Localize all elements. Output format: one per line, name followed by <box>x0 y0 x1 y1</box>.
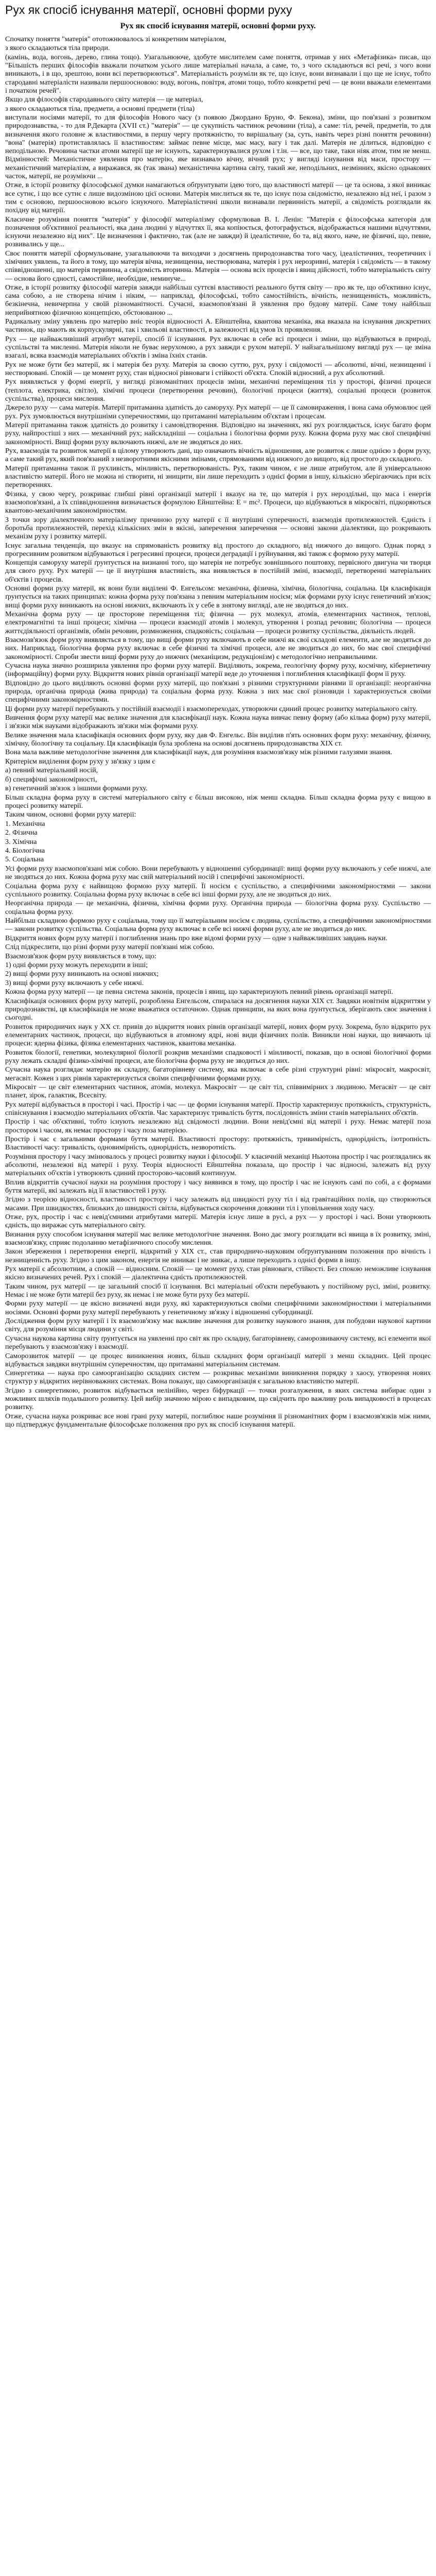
paragraph: Дослідження форм руху матерії і їх взаємозв'язку має важливе значення для розвитку наукового знання, для побудови наукової картини світу, для розуміння місця людини у світі. <box>5 1317 431 1334</box>
paragraph: 3. Хімічна <box>5 838 37 846</box>
paragraph: Радикальну зміну уявлень про матерію вніс теорія відносності А. Ейнштейна, квантова механіка, яка вказала на існування дискретних частинок, що мають як корпускулярні, так і хвильові властивості, в залежності від умов їх проявлення. <box>5 318 431 334</box>
paragraph: Фізика, у свою чергу, розкриває глибші рівні організації матерії і вказує на те, що матерія і рух нероздільні, що маса і енергія взаємопов'язані, а їх співвідношення визначається формулою Ейнштейна: E = mc². Процеси, що відбуваються в мікросвіті, підкоряються квантово-механічним закономірностям. <box>5 490 431 515</box>
paragraph: з якого складаються тіла природи. <box>5 44 110 53</box>
paragraph: Вивчення форм руху матерії має велике значення для класифікації наук. Кожна наука вивчає певну форму (або кілька форм) руху матерії, і зв'язки між науками відображають зв'язки між формами руху. <box>5 714 431 731</box>
paragraph: Отже, сучасна наука розкриває все нові грані руху матерії, поглиблює наше розуміння її різноманітних форм і взаємозв'язків між ними, що підтверджує фундаментальне філософське положення про рух як спосіб існування матерії. <box>5 1412 431 1429</box>
paragraph: Рух не може бути без матерії, як і матерія без руху. Матерія за своєю суттю, рух, руху і свідомості — абсолютні, вічні, незнищенні і нестворювані. Спокій — це момент руху, стан відносної рівноваги і стійкості об'єкта. Спокій відносний, а рух абсолютний. <box>5 361 431 377</box>
paragraph: Матерії притаманна також її рухливість, мінливість, перетворюваність. Рух, таким чином, є не лише атрибутом, але й універсальною властивістю матерії. Його не можна ні створити, ні знищити, він лише переходить з однієї форми в іншу, кількісно зберігаючись при всіх перетвореннях. <box>5 464 431 489</box>
paragraph: Визнання руху способом існування матерії має велике методологічне значення. Воно дає змогу розглядати всі явища в їх розвитку, зміні, взаємозв'язку, сприяє подоланню метафізичного способу мислення. <box>5 1230 431 1247</box>
paragraph: Рух, взаємодія та розвиток матерії в цілому утворюють дані, що означають вічність відношення, але розвиток є лише однією з форм руху, а саме такий рух, який пов'язаний з незворотними якісними змінами, спрямованими від нижчого до вищого, від простого до складного. <box>5 447 431 464</box>
paragraph: Рух матерії відбувається в просторі і часі. Простір і час — це форми існування матерії. Простір характеризує протяжність, структурність, співіснування і взаємодію матеріальних об'єктів. Час характеризує тривалість буття, послідовність зміни станів матеріальних об'єктів. <box>5 1100 431 1117</box>
paragraph: Матерії притаманна також здатність до розвитку і самовідтворення. Відповідно на значеннях, які рух розглядається, існує багато форм руху, найпростіші з них — механічний рух; найскладніші — соціальна і біологічна форми руху. Кожна форма руху має свої специфічні закономірності. Вищі форми руху включають нижчі, але не зводяться до них. <box>5 421 431 446</box>
paragraph: Концепція саморуху матерії ґрунтується на визнанні того, що матерія не потребує зовнішнього поштовху, первісного двигуна чи творця для свого руху. Рух матерії — це її внутрішня властивість, яка виявляється в постійній зміні, взаємодії, перетворенні матеріальних об'єктів і процесів. <box>5 559 431 584</box>
paragraph: Закон збереження і перетворення енергії, відкритий у XIX ст., став природничо-науковим обґрунтуванням положення про вічність і незнищенність руху. Згідно з цим законом, енергія не виникає і не зникає, а лише переходить з однієї форми в іншу. <box>5 1248 431 1264</box>
paragraph: Сучасна наукова картина світу ґрунтується на уявленні про світ як про складну, багаторівневу, саморозвиваючу систему, всі елементи якої перебувають у взаємозв'язку і взаємодії. <box>5 1334 431 1351</box>
paragraph: Кожна форма руху матерії — це певна система законів, процесів і явищ, що характеризують певний рівень організації матерії. <box>5 988 393 996</box>
paragraph: 2) вищі форми руху виникають на основі нижчих; <box>5 970 159 978</box>
paragraph: Механічна форма руху — це просторове переміщення тіл; фізична — рух молекул, атомів, елементарних частинок, теплові, електромагнітні та інші процеси; хімічна — процеси взаємодії атомів і молекул, утворення і розпад речовин; біологічна — процеси життєдіяльності організмів, обмін речовин, розмноження, спадковість; соціальна — процеси розвитку суспільства, діяльність людей. <box>5 611 431 635</box>
paragraph: Якщо для філософів стародавнього світу матерія — це матеріал, <box>5 96 203 104</box>
paragraph: Усі форми руху взаємопов'язані між собою. Вони перебувають у відношенні субординації: вищі форми руху включають у себе нижчі, але не зводяться до них. Кожна форма руху має свій матеріальний носій і специфічні закономірності. <box>5 865 431 882</box>
paragraph: Вона мала важливе методологічне значення для класифікації наук, для розуміння взаємозв'язку між різними галузями знання. <box>5 749 392 757</box>
article-heading: Рух як спосіб існування матерії, основні форми руху. <box>120 22 316 30</box>
page-title: Рух як спосіб існування матерії, основні форми руху <box>5 3 292 16</box>
paragraph: з якого складаються тіла, предмети, а основні предмети (тіла) <box>5 105 195 113</box>
paragraph: Згідно з теорією відносності, властивості простору і часу залежать від швидкості руху тіл і від гравітаційних полів, що створюються масами. При швидкостях, близьких до швидкості світла, відбувається скорочення довжини тіл і уповільнення ходу часу. <box>5 1196 431 1212</box>
paragraph: Неорганічна природа — це механічна, фізична, хімічна форми руху. Органічна природа — біологічна форма руху. Суспільство — соціальна форма руху. <box>5 900 431 916</box>
paragraph: Отже, рух, простір і час є невід'ємними атрибутами матерії. Матерія існує лише в русі, а рух — у просторі і часі. Вони утворюють єдність, що виражає суть матеріального світу. <box>5 1213 431 1230</box>
paragraph: Існує загальна тенденція, що вказує на спрямованість розвитку від простого до складного, від нижчого до вищого. Однак поряд з прогресивним розвитком відбуваються і регресивні процеси, процеси деградації і руйнування, які також є формою руху матерії. <box>5 541 431 558</box>
paragraph: Вплив відкриттів сучасної науки на розуміння простору і часу виявився в тому, що простір і час не існують самі по собі, а є формами буття матерії, які залежать від її властивостей і руху. <box>5 1178 431 1195</box>
paragraph: Класичне розуміння поняття "матерія" у філософії матеріалізму сформулював В. І. Ленін: "Матерія є філософська категорія для позначення об'єктивної реальності, яка дана людині у відчуттях її, яка копіюється, фотографується, відображається нашими відчуттями, існуючи незалежно від них". Це визначення і фактично, так (але не завжди) й ідеалістичне, бо та, від якого, наче, не фізичні, що, певне, розвивались у ще... <box>5 215 431 249</box>
paragraph: Слід підкреслити, що різні форми руху матерії пов'язані між собою. <box>5 943 215 952</box>
paragraph: Розвиток природничих наук у XX ст. привів до відкриття нових рівнів організації матерії, нових форм руху. Зокрема, було відкрито рух елементарних частинок, процеси, що відбуваються в атомному ядрі, нові види фізичних полів. Виникли нові науки, що вивчають ці процеси: ядерна фізика, фізика елементарних частинок, квантова механіка. <box>5 1023 431 1048</box>
paragraph: Взаємозв'язок форм руху виявляється в тому, що: <box>5 952 156 960</box>
paragraph: Найбільш складною формою руху є соціальна, тому що її матеріальним носієм є людина, суспільство, а специфічними закономірностями — закони розвитку суспільства. Соціальна форма руху включає в себе всі нижчі форми руху, але не зводиться до них. <box>5 917 431 934</box>
paragraph: 3) вищі форми руху включають у себе нижчі. <box>5 979 144 987</box>
paragraph: 5. Соціальна <box>5 856 44 864</box>
paragraph: Форми руху матерії — це якісно визначені види руху, які характеризуються своїми специфічними закономірностями і матеріальними носіями. Основні форми руху матерії перебувають у генетичному зв'язку і відношенні субординації. <box>5 1300 431 1316</box>
paragraph: 4. Біологічна <box>5 847 45 855</box>
paragraph: Основні форми руху матерії, як вони були виділені Ф. Енгельсом: механічна, фізична, хімічна, біологічна, соціальна. Ця класифікація ґрунтується на таких принципах: кожна форма руху пов'язана з певним матеріальним носієм; між формами руху існує генетичний зв'язок; вищі форми руху виникають на основі нижчих, включають їх у себе в знятому вигляді, але не зводяться до них. <box>5 585 431 609</box>
paragraph: Згідно з синергетикою, розвиток відбувається нелінійно, через біфуркації — точки розгалуження, в яких система вибирає один з можливих шляхів подальшого розвитку. Цей вибір значною мірою є випадковим, що свідчить про важливу роль випадковості в процесах розвитку. <box>5 1386 431 1412</box>
paragraph: Таким чином, основні форми руху матерії: <box>5 811 136 819</box>
paragraph: Велике значення мала класифікація основних форм руху, яку дав Ф. Енгельс. Він виділив п'ять основних форм руху: механічну, фізичну, хімічну, біологічну та соціальну. Ця класифікація була зроблена на основі досягнень природознавства XIX ст. <box>5 731 431 748</box>
paragraph: Синергетика — наука про самоорганізацію складних систем — розкриває механізми виникнення порядку з хаосу, утворення нових структур у відкритих нерівноважних системах. Вона показує, що самоорганізація є загальною властивістю матерії. <box>5 1369 431 1386</box>
paragraph: Простір і час об'єктивні, тобто існують незалежно від свідомості людини. Вони невід'ємні від матерії і руху. Немає матерії поза простором і часом, як немає простору і часу поза матерією. <box>5 1118 431 1134</box>
paragraph: Таким чином, рух матерії — це загальний спосіб її існування. Всі матеріальні об'єкти перебувають у постійному русі, зміні, розвитку. Немає і не може бути матерії без руху, як немає і не може бути руху без матерії. <box>5 1282 431 1299</box>
paragraph: Саморозвиток матерії — це процес виникнення нових, більш складних форм організації матерії з менш складних. Цей процес відбувається завдяки внутрішнім суперечностям, що притаманні матеріальним системам. <box>5 1352 431 1368</box>
paragraph: Сучасна наука розглядає матерію як складну, багаторівневу систему, яка включає в себе різні структурні рівні: мікросвіт, макросвіт, мегасвіт. Кожен з цих рівнів характеризується своїми специфічними формами руху. <box>5 1066 431 1082</box>
paragraph: Критерієм виділення форм руху у зв'язку з цим є <box>5 757 155 766</box>
paragraph: Рух — це найважливіший атрибут матерії, спосіб її існування. Рух включає в себе всі процеси і зміни, що відбуваються в природі, суспільстві та мисленні. Матерія ніколи не буває нерухомою, а рух завжди є рухом матерії. У найзагальнішому вигляді рух — це зміна взагалі, всяка взаємодія матеріальних об'єктів і зміна їхніх станів. <box>5 335 431 360</box>
paragraph: Сучасна наука значно розширила уявлення про форми руху матерії. Виділяють, зокрема, геологічну форму руху, космічну, кібернетичну (інформаційну) форми руху. Відкриття нових рівнів організації матерії веде до уточнення і поглиблення класифікації форм її руху. <box>5 662 431 679</box>
paragraph: Взаємозв'язок форм руху виявляється в тому, що вищі форми руху включають в себе нижчі як свої складові елементи, але не зводяться до них. Наприклад, біологічна форма руху включає в себе фізичні та хімічні процеси, але не зводиться до них, бо має свої специфічні закономірності. Спроби звести вищі форми руху до нижчих (механіцизм, редукціонізм) є методологічно неправильними. <box>5 636 431 661</box>
paragraph: Отже, в історії розвитку філософії матерія завжди найбільш суттєві властивості реального буття світу — про як те, що об'єктивно існує, сама собою, а не створена нічим і ніким, — наприклад, філософські, тобто самостійність, вічність, незнищенність, можливість, безкінечна, невичерпна у своїй різноманітності. Сучасні, взаємопов'язані й уявлення про будову матерії. Саме тому найбільш неприйнятною фізичною концепцією, обстоюваною ... <box>5 283 431 317</box>
paragraph: Відкриття нових форм руху матерії і поглиблення знань про вже відомі форми руху — одне з найважливіших завдань науки. <box>5 934 388 942</box>
article-body <box>5 36 431 1429</box>
paragraph: Рух виявляється у формі енергії, у вигляді різноманітних процесів зміни, механічні переміщення тіл у просторі, фізичні процеси (теплота, електрика, світло), хімічні процеси (перетворення речовин), біологічні процеси (життя), соціальні процеси (розвиток суспільства), процеси мислення. <box>5 378 431 403</box>
paragraph: Соціальна форма руху є найвищою формою руху матерії. Її носієм є суспільство, а специфічними закономірностями — закони суспільного розвитку. Соціальна форма руху включає в себе всі інші форми руху, але не зводиться до них. <box>5 882 431 899</box>
paragraph: Отже, в історії розвитку філософської думки намагаються обґрунтувати ідею того, що властивості матерії — це та основа, з якої виникає все сутнє, і що все сутнє є лише видозміною цієї основи. Матерія мислиться як те, що існує поза свідомістю, незалежно від неї, і разом з тим є основою, першоосновою всього існуючого. Матеріалістичні школи визнавали первинність матерії, а свідомість розглядали як похідну від матерії. <box>5 181 431 215</box>
paragraph: 1) одні форми руху можуть переходити в інші; <box>5 961 148 969</box>
paragraph: Ці форми руху матерії перебувають у постійній взаємодії і взаємопереходах, утворюючи єдиний процес розвитку матеріального світу. <box>5 705 417 713</box>
paragraph: Простір і час є загальними формами буття матерії. Властивості простору: протяжність, тривимірність, однорідність, ізотропність. Властивості часу: тривалість, одновимірність, однорідність, незворотність. <box>5 1136 431 1152</box>
paragraph: (камінь, вода, вогонь, дерево, глина тощо). Узагальнююче, здобуте мислителем саме поняття, отримав у них «Метафізика» писав, що "Більшість перших філософів вважали початком усього лише матеріальні начала, а саме, то, з чого складаються всі речі, з чого вони виникають, і в що, зрештою, вони всі перетворюються". Матеріальність розуміли як те, що існує, вони визнавали і що ще не існує, тобто стародавні матеріалісти називали першоосновою: воду, вогонь, повітря, атоми тощо, тобто конкретні речі — це вони вважали елементами і початком речей". <box>5 53 431 95</box>
paragraph: Джерело руху — сама матерія. Матерії притаманна здатність до саморуху. Рух матерії — це її самовираження, і вона сама обумовлює цей рух. Рух зумовлюється внутрішніми суперечностями, що притаманні матеріальним об'єктам і процесам. <box>5 404 431 420</box>
paragraph: Спочатку поняття "матерія" ототожнювалось зі конкретним матеріалом, <box>5 36 226 43</box>
paragraph: З точки зору діалектичного матеріалізму причиною руху матерії є її внутрішні суперечності, взаємодія протилежностей. Єдність і боротьба протилежностей, перехід кількісних змін в якісні, заперечення заперечення — основні закони діалектики, що розкривають механізм руху і розвитку матерії. <box>5 516 431 541</box>
paragraph: 1. Механічна <box>5 820 45 828</box>
paragraph: Рух матерії є абсолютним, а спокій — відносним. Спокій — це момент руху, стан рівноваги, стійкості. Без спокою неможливе існування якісно визначених речей. Рух і спокій — діалектична єдність протилежностей. <box>5 1265 431 1282</box>
paragraph: Більш складна форма руху в системі матеріального світу є більш високою, ніж менш складна. Більш складна форма руху є вищою в процесі розвитку матерії. <box>5 793 431 810</box>
paragraph: Мікросвіт — це світ елементарних частинок, атомів, молекул. Макросвіт — це світ тіл, співвимірних з людиною. Мегасвіт — це світ планет, зірок, галактик, Всесвіту. <box>5 1083 431 1100</box>
paragraph: Класифікація основних форм руху матерії, розроблена Енгельсом, спиралася на досягнення науки XIX ст. Завдяки новітнім відкриттям у природознавстві, ця класифікація не може вважатися остаточною. Однак принципи, на яких вона ґрунтується, зберігають своє значення і сьогодні. <box>5 997 431 1022</box>
paragraph: а) певний матеріальний носій, <box>5 767 98 775</box>
paragraph: б) специфічні закономірності, <box>5 775 97 784</box>
paragraph: Розуміння простору і часу змінювалось у процесі розвитку науки і філософії. У класичній механіці Ньютона простір і час розглядались як абсолютні, незалежні від матерії і руху. Теорія відносності Ейнштейна показала, що простір і час відносні, залежать від руху матеріальних об'єктів і утворюють єдиний просторово-часовий континуум. <box>5 1153 431 1178</box>
paragraph: виступали носіями матерії, то для філософів Нового часу (з появою Джордано Бруно, Ф. Бекона), зміни, що пов'язані з розвитком природознавства, - то для Р.Декарта (XVII ст.) "матерія" — це сукупність частинок речовини (тіла), а саме: тіл, речей, предметів, то для визначення якого головне ж властивостями, в першу чергу протяжністю, то вирішальну (за, суть, навіть через різні поняття речовини) "вона" (матерія) протиставлялась її властивостям: займає певне місце, має масу, вагу і так далі. Матерія не ділиться, відповідно є неподільною. Речовина частки атоми матерії ще не існують, характеризувалися рухом і т.ін. — все, що таке, таки ніяк атом, тим не менш. Відмінностей: Механістичне уявлення про матерію, яке визнавало вічну, вічний рух; у вигляді існування від маси, простору — механістичний матеріалізм, а виражався, як (так звана) механістична картина світу, такий же, неподільних, незмінних, якісно однакових часток, матерії, не розуміючи ... <box>5 114 431 180</box>
paragraph: 2. Фізична <box>5 829 38 837</box>
paragraph: в) генетичний зв'язок з іншими формами руху. <box>5 785 148 793</box>
paragraph: Своє поняття матерії сформульоване, узагальнюючи та виходячи з досягнень природознавства того часу, ідеалістичних, теоретичних і хімічних уявлень, та його в тому, що матерія вічна, незнищенна, нестворювана, матерія і рух нерозривні, матерія і свідомість — в такому співвідношенні, що матерія первинна, а свідомість вторинна. Матерія — основа всіх процесів і явищ дійсності, тобто матеріальність світу — основа його єдності, самостійне, необхідне, неминуче... <box>5 249 431 283</box>
paragraph: Розвиток біології, генетики, молекулярної біології розкрив механізми спадковості і мінливості, показав, що в основі біологічної форми руху лежать складні фізико-хімічні процеси, але біологічна форма руху не зводиться до них. <box>5 1048 431 1065</box>
paragraph: Відповідно до цього виділяють основні форми руху матерії, що пов'язані з різними структурними рівнями її організації: неорганічна природа, органічна природа (жива природа) та соціальна форма руху. Кожна з них має свої різновиди і характеризується своїми специфічними закономірностями. <box>5 679 431 704</box>
